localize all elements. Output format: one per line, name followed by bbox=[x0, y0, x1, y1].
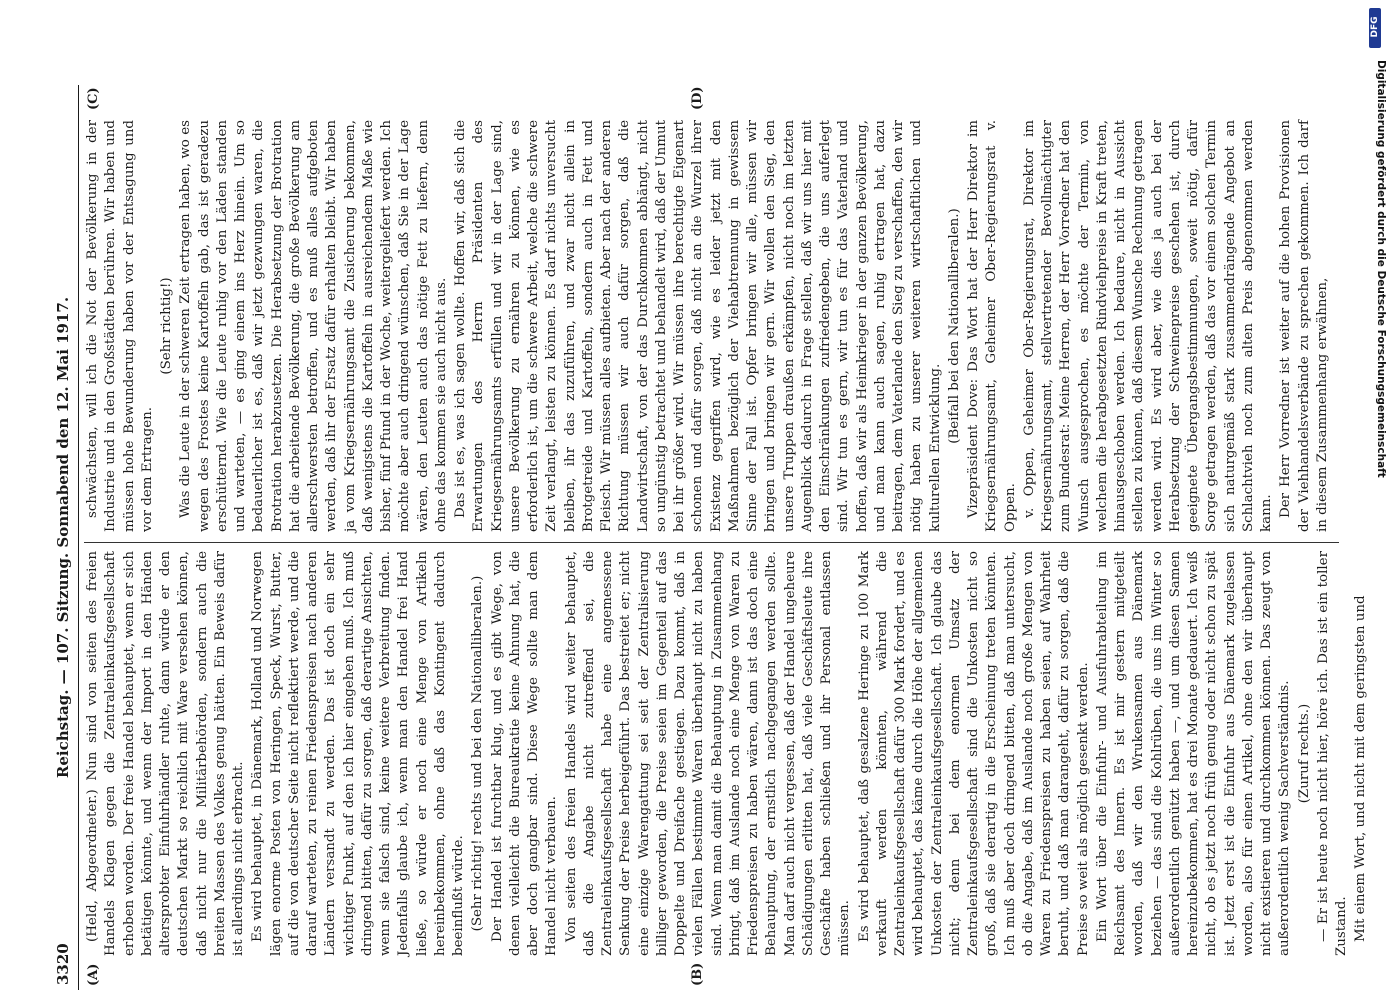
dfg-logo bbox=[1369, 8, 1381, 48]
column-divider bbox=[84, 542, 1339, 543]
paragraph: Der Handel ist furchtbar klug, und es gibt Wege, von denen vielleicht die Bureaukratie keine Ahnung hat, die aber doch gangbar sind. Diese Wege sollte man dem Handel nicht verbauen. bbox=[489, 551, 560, 956]
paragraph: Was die Leute in der schweren Zeit ertragen haben, wo es wegen des Frostes keine Kartoffeln gab, das ist geradezu erschütternd. Wie die Leute ruhig vor den Läden standen und warteten, — es ging einem ins Herz hinein. Um so bedauerlicher ist es, daß wir jetzt gezwungen waren, die Brotration herabzusetzen. Die Herabsetzung der Brotration hat die arbeitende Bevölkerung, die große Bevölkerung am allerschwersten betroffen, und es muß alles aufgeboten werden, daß ihr der Ersatz dafür erhalten bleibt. Wir haben ja vom Kriegsernährungsamt die Zusicherung bekommen, daß wenigstens die Kartoffeln in ausreichendem Maße wie bisher, fünf Pfund in der Woche, weitergeliefert werden. Ich möchte aber auch dringend wünschen, daß Sie in der Lage wären, den Leuten auch das nötige Fett zu liefern, denn ohne das kommen sie auch nicht aus. bbox=[178, 120, 449, 532]
speaker-paragraph: Vizepräsident Dove: Das Wort hat der Herr Direktor im Kriegsernährungsamt, Geheimer Ober-Regierungsrat v. Oppen. bbox=[966, 120, 1018, 532]
right-column bbox=[84, 120, 1339, 532]
paragraph: Mit einem Wort, und nicht mit dem geringsten und bbox=[1353, 595, 1369, 942]
paragraph: Von seiten des freien Handels wird weiter behauptet, daß die Angabe nicht zutreffend sei, die Zentraleinkaufsgesellschaft habe eine angemessene Senkung der Preise herbeigeführt. Das bestreitet er; nicht eine einzige Warengattung sei seit der Zentralisierung billiger geworden, die Preise seien im Gegenteil auf das Doppelte und Dreifache gestiegen. Dazu kommt, daß in vielen Fällen bestimmte Waren überhaupt nicht zu haben sind. Wenn man damit die Behauptung in Zusammenhang bringt, daß im Auslande noch eine Menge von Waren zu Friedenspreisen zu haben wären, dann ist das doch eine Behauptung, der ernstlich nachgegangen werden sollte. Man darf auch nicht vergessen, daß der Handel ungeheure Schädigungen erlitten hat, daß viele Geschäftsleute ihre Geschäfte haben schließen und ihr Personal entlassen müssen. bbox=[563, 551, 853, 956]
interjection: (Sehr richtig!) bbox=[159, 277, 174, 375]
paragraph: Ein Wort über die Einfuhr- und Ausfuhrabteilung im Reichsamt des Innern. Es ist mir gestern mitgeteilt worden, daß wir den Wrukensamen aus Dänemark beziehen — das sind die Kohlrüben, die uns im Winter so außerordentlich genützt haben —, und um diesen Samen hereinzubekommen, hat es drei Monate gedauert. Ich weiß nicht, ob es jetzt noch früh genug oder nicht schon zu spät ist. Jetzt erst ist die Einfuhr aus Dänemark zugelassen worden, also für einen Artikel, ohne den wir überhaupt nicht existieren und durchkommen können. Das zeugt von außerordentlich wenig Sachverständnis. bbox=[1094, 551, 1293, 956]
page-number: 3320 bbox=[54, 943, 72, 985]
dfg-logo-text: DFG bbox=[1370, 16, 1380, 38]
digitization-credit: Digitalisierung gefördert durch die Deutsche Forschungsgemeinschaft bbox=[1375, 60, 1387, 478]
interjection: (Beifall bei den Nationalliberalen.) bbox=[946, 208, 962, 444]
left-column bbox=[84, 551, 1369, 956]
paragraph: Es wird behauptet, daß gesalzene Heringe zu 100 Mark verkauft werden könnten, während die Zentraleinkaufsgesellschaft dafür 300 Mark fordert, und es wird behauptet, das käme durch die Höhe der allgemeinen Unkosten der Zentraleinkaufsgesellschaft. Ich glaube das nicht; denn bei dem enormen Umsatz der Zentraleinkaufsgesellschaft sind die Unkosten nicht so groß, daß sie derartig in die Erscheinung treten könnten. Ich muß aber doch dringend bitten, daß man untersucht, ob die Angabe, daß im Auslande noch große Mengen von Waren zu Friedenspreisen zu haben seien, auf Wahrheit beruht, und daß man darangeht, dafür zu sorgen, daß die Preise so weit als möglich gesenkt werden. bbox=[856, 551, 1091, 956]
paragraph: schwächsten, will ich die Not der Bevölkerung in der Industrie und in den Großstädten berühren. Wir haben und müssen hohe Bewunderung haben vor der Entsagung und vor dem Ertragen. bbox=[85, 120, 155, 532]
interjection: (Zuruf rechts.) bbox=[1296, 703, 1312, 804]
page-header bbox=[50, 85, 76, 990]
running-title: Reichstag. — 107. Sitzung. Sonnabend den 12. Mai 1917. bbox=[54, 296, 72, 779]
speaker-paragraph: v. Oppen, Geheimer Ober-Regierungsrat, Direktor im Kriegsernährungsamt, stellvertretender Bevollmächtigter zum Bundesrat: Meine Herren, der Herr Vorredner hat den Wunsch ausgesprochen, es möchte der Termin, von welchem die herabgesetzten Rindviehpreise in Kraft treten, hinausgeschoben werden. Ich bedaure, nicht in Aussicht stellen zu können, daß diesem Wunsche Rechnung getragen werden wird. Es wird aber, wie dies ja auch bei der Herabsetzung der Schweinepreise geschehen ist, durch geeignete Übergangsbestimmungen, soweit nötig, dafür Sorge getragen werden, daß das vor einem solchen Termin sich naturgemäß stark zusammendrängende Angebot an Schlachtvieh noch zum alten Preis abgenommen werden kann. bbox=[1021, 120, 1274, 532]
paragraph: — Er ist heute noch nicht hier, höre ich. Das ist ein toller Zustand. bbox=[1315, 551, 1349, 956]
margin-mark-b: (B) bbox=[690, 962, 705, 986]
document-page bbox=[50, 85, 1369, 990]
paragraph: Das ist es, was ich sagen wollte. Hoffen wir, daß sich die Erwartungen des Herrn Präsidenten des Kriegsernährungsamts erfüllen und wir in der Lage sind, unsere Bevölkerung zu ernähren zu können, wie es erforderlich ist, um die schwere Arbeit, welche die schwere Zeit verlangt, leisten zu können. Es darf nichts unversucht bleiben, ihr das zuzuführen, und zwar nicht allein in Brotgetreide und Kartoffeln, sondern auch in Fett und Fleisch. Wir müssen alles aufbieten. Aber nach der anderen Richtung müssen wir auch dafür sorgen, daß die Landwirtschaft, von der das Durchkommen abhängt, nicht so ungünstig betrachtet und behandelt wird, daß der Unmut bei ihr größer wird. Wir müssen ihre berechtigte Eigenart schonen und dafür sorgen, daß nicht an die Wurzel ihrer Existenz gegriffen wird, wie es leider jetzt mit den Maßnahmen bezüglich der Viehabtrennung in gewissem Sinne der Fall ist. Opfer bringen wir alle, müssen wir bringen und bringen wir gern. Wir wollen den Sieg, den unsere Truppen draußen erkämpfen, nicht noch im letzten Augenblick dadurch in Frage stellen, daß wir uns hier mit den Einschränkungen zufriedengeben, die uns auferlegt sind. Wir tun es gern, wir tun es für das Vaterland und hoffen, daß wir als Heimkrieger in der ganzen Bevölkerung, und man kann auch sagen, ruhig ertragen hat, dazu beitragen, dem Vaterlande den Sieg zu verschaffen, den wir nötig haben zu unserer weiteren wirtschaftlichen und kulturellen Entwicklung. bbox=[453, 120, 943, 532]
margin-mark-a: (A) bbox=[86, 963, 101, 986]
paragraph: Es wird behauptet, in Dänemark, Holland und Norwegen lägen enorme Posten von Heringen, Speck, Wurst, Butter, auf die von deutscher Seite nicht reflektiert werde, und die darauf warteten, zu reinen Friedenspreisen nach anderen Ländern versandt zu werden. Das ist doch ein sehr wichtiger Punkt, auf den ich hier eingehen muß. Ich muß dringend bitten, dafür zu sorgen, daß derartige Ansichten, wenn sie falsch sind, keine weitere Verbreitung finden. Jedenfalls glaube ich, wenn man den Handel frei Hand ließe, so würde er noch eine Menge von Artikeln hereinbekommen, ohne daß das Kontingent dadurch beeinflußt würde. bbox=[250, 551, 466, 956]
margin-mark-c: (C) bbox=[86, 87, 101, 110]
header-rule bbox=[78, 85, 79, 990]
interjection: (Sehr richtig! rechts und bei den Nationalliberalen.) bbox=[470, 575, 486, 932]
paragraph: (Held, Abgeordneter.) Nun sind von seiten des freien Handels Klagen gegen die Zentraleinkaufsgesellschaft erhoben worden. Der freie Handel behauptet, wenn er sich betätigen könnte, und wenn der Import in den Händen altersprobter Einfuhrhändler ruhte, dann würde er den deutschen Markt so reichlich mit Ware versehen können, daß nicht nur die Militärbehörden, sondern auch die breiten Massen des Volkes genug hätten. Ein Beweis dafür ist allerdings nicht erbracht. bbox=[85, 551, 246, 956]
margin-mark-d: (D) bbox=[690, 86, 705, 110]
paragraph: Der Herr Vorredner ist weiter auf die hohen Provisionen der Viehhandelsverbände zu sprechen gekommen. Ich darf in diesem Zusammenhang erwähnen, bbox=[1278, 120, 1330, 532]
